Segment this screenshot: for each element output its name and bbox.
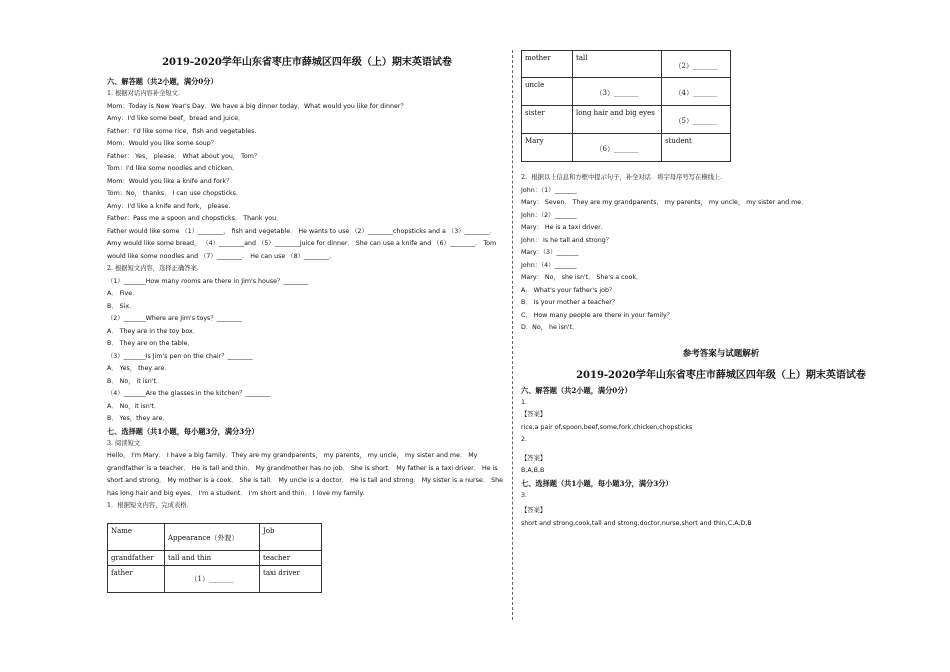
answers-section-6-heading: 六、解答题（共2小题，满分0分）: [521, 385, 632, 395]
dialogue-line: Mom：Would you like a knife and fork？: [107, 177, 233, 185]
table-cell: （1）_______: [165, 565, 260, 592]
dialogue-line: Mary： Seven． They are my grandparents， my parents， my uncle， my sister and me．: [521, 199, 808, 206]
answers-heading: 参考答案与试题解析: [682, 348, 760, 359]
reading-passage: Hello， I'm Mary． I have a big family．They are my grandparents， my parents， my uncle， my sister and me． My grandfather is a teacher． He is tall and thin． My grandmother has no job． She is short． My father is a taxi driver． He is short and strong． My mother is a cook． She is tall． My uncle is a doctor． He is tall and strong． My sister is a nurse． She has long hair and big eyes． I'm a student． I'm short and thin． I love my family.: [107, 452, 503, 497]
option-line: B． They are on the table．: [107, 340, 194, 347]
table-cell: teacher: [260, 550, 322, 565]
option-line: （2）_______Where are Jim's toys？________: [107, 315, 242, 322]
table-cell: （2）_______: [662, 51, 731, 78]
dialogue: [107, 101, 507, 226]
question-2-options: [107, 276, 507, 426]
answers-exam-title: 2019-2020学年山东省枣庄市薛城区四年级（上）期末英语试卷: [576, 369, 866, 381]
dialogue-line: Tom：No， thanks． I can use chopsticks．: [107, 190, 243, 197]
left-column: [107, 56, 507, 593]
table-cell: Mary: [522, 134, 573, 162]
answer-text: B,A,B,B: [521, 467, 545, 474]
choice-line: D．No， he isn't．: [521, 324, 579, 331]
dialogue-line: Mom：Today is New Year's Day．We have a big dinner today．What would you like for dinner？: [107, 102, 407, 110]
option-line: A． They are in the toy box．: [107, 327, 200, 335]
table-cell: grandfather: [108, 550, 165, 565]
answer-label: 【答案】: [521, 454, 547, 462]
table-cell: father: [108, 565, 165, 592]
table-cell: taxi driver: [260, 565, 322, 592]
table-cell: mother: [522, 51, 573, 78]
dialogue-line: John： Is he tall and strong？: [521, 236, 613, 244]
section-6-heading: 六、解答题（共2小题，满分0分）: [107, 77, 218, 86]
table-cell: sister: [522, 106, 573, 134]
section-7-heading: 七、选择题（共1小题，每小题3分，满分3分）: [107, 426, 259, 436]
answer-label: 【答案】: [521, 411, 547, 418]
dialogue-line: John：（2）_______: [521, 211, 577, 219]
dialogue-line: John：（1）_______: [521, 186, 577, 194]
option-line: A． Yes， they are．: [107, 365, 171, 372]
right-column: [521, 50, 921, 530]
table-row: [522, 134, 731, 162]
choice-line: C． How many people are there in your family？: [521, 311, 673, 319]
question-1-heading: 1. 根据对话内容补全短文.: [107, 90, 180, 97]
table-row: [522, 78, 731, 106]
table-cell: long hair and big eyes: [573, 106, 662, 134]
choice-line: A． What's your father's job？: [521, 286, 616, 294]
option-line: A． No，it isn't．: [107, 402, 161, 410]
answer-label: 【答案】: [521, 507, 547, 514]
answer-text: rice,a pair of,spoon,beef,some,fork,chicken,chopsticks: [521, 423, 693, 431]
fill-in-passage: Father would like some （1）________， fish and vegetable． He wants to use （2）________chopsticks and a （3）________． Amy would like some bread， （4）________and （5）________juice for dinner． She can use a knife and （6）________． Tom would like some noodles and （7）________． He can use （8）________．: [107, 227, 497, 260]
table-cell: （6）_______: [573, 134, 662, 162]
table-row: [522, 51, 731, 78]
appearance-table: [107, 523, 322, 593]
table-cell: （4）_______: [662, 78, 731, 106]
dialogue-line: Mary：（3）_______: [521, 249, 579, 256]
table-row: [108, 550, 322, 565]
question-3-2-heading: 2．根据以上信息和方框中提示句子，补全对话．将字母序号写在横线上.: [521, 174, 723, 181]
option-line: （3）_______Is Jim's pen on the chair？________: [107, 352, 253, 360]
exam-title: 2019-2020学年山东省枣庄市薛城区四年级（上）期末英语试卷: [162, 57, 452, 68]
option-line: B． No， it isn't．: [107, 377, 163, 385]
dialogue-line: Father：I'd like some rice，fish and vegetables.: [107, 127, 257, 135]
answer-number: 2.: [521, 436, 528, 443]
dialogue-line: Tom：I'd like some noodles and chicken．: [107, 165, 239, 172]
table-row: [108, 523, 322, 550]
dialogue-line: Father：Pass me a spoon and chopsticks． Thank you．: [107, 215, 283, 222]
question-2-heading: 2. 根据短文内容，选择正确答案.: [107, 265, 199, 272]
option-line: B． Six．: [107, 302, 136, 310]
option-line: （4）_______Are the glasses in the kitchen？________: [107, 390, 271, 397]
answer-number: 1.: [521, 398, 528, 406]
question-3-heading: 3. 阅读短文: [107, 439, 141, 447]
choice-line: B． Is your mother a teacher？: [521, 299, 619, 306]
table-cell: Name: [108, 523, 165, 550]
table-instruction: 1．根据短文内容，完成表格．: [107, 502, 193, 509]
option-line: A． Five．: [107, 290, 139, 297]
dialogue-line: John：（4）_______: [521, 261, 577, 269]
table-row: [108, 565, 322, 592]
dialogue-completion: [521, 185, 921, 335]
dialogue-line: Amy：I'd like some beef，bread and juice．: [107, 115, 245, 122]
table-cell: uncle: [522, 78, 573, 106]
dialogue-line: Father： Yes， please． What about you， Tom？: [107, 152, 261, 160]
answers-section-7-heading: 七、选择题（共1小题，每小题3分，满分3分）: [521, 478, 673, 488]
table-cell: student: [662, 134, 731, 162]
table-row: [522, 106, 731, 134]
answer-text: short and strong,cook,tall and strong,doctor,nurse,short and thin,C,A,D,B: [521, 519, 752, 527]
table-cell: （5）_______: [662, 106, 731, 134]
option-line: B． Yes，they are．: [107, 415, 169, 422]
table-cell: （3）_______: [573, 78, 662, 106]
dialogue-line: Amy：I'd like a knife and fork， please.: [107, 202, 231, 210]
column-divider: [512, 50, 513, 620]
answer-number: 3.: [521, 491, 528, 499]
table-cell: Job: [260, 523, 322, 550]
table-cell: Appearance（外貌）: [165, 523, 260, 550]
option-line: （1）_______How many rooms are there in Jim's house？________: [107, 277, 309, 285]
table-cell: tall and thin: [165, 550, 260, 565]
dialogue-line: Mary： No， she isn't． She's a cook．: [521, 274, 643, 281]
table-cell: tall: [573, 51, 662, 78]
appearance-table-continued: [521, 50, 731, 162]
dialogue-line: Mom：Would you like some soup？: [107, 140, 218, 147]
dialogue-line: Mary： He is a taxi driver．: [521, 224, 608, 231]
